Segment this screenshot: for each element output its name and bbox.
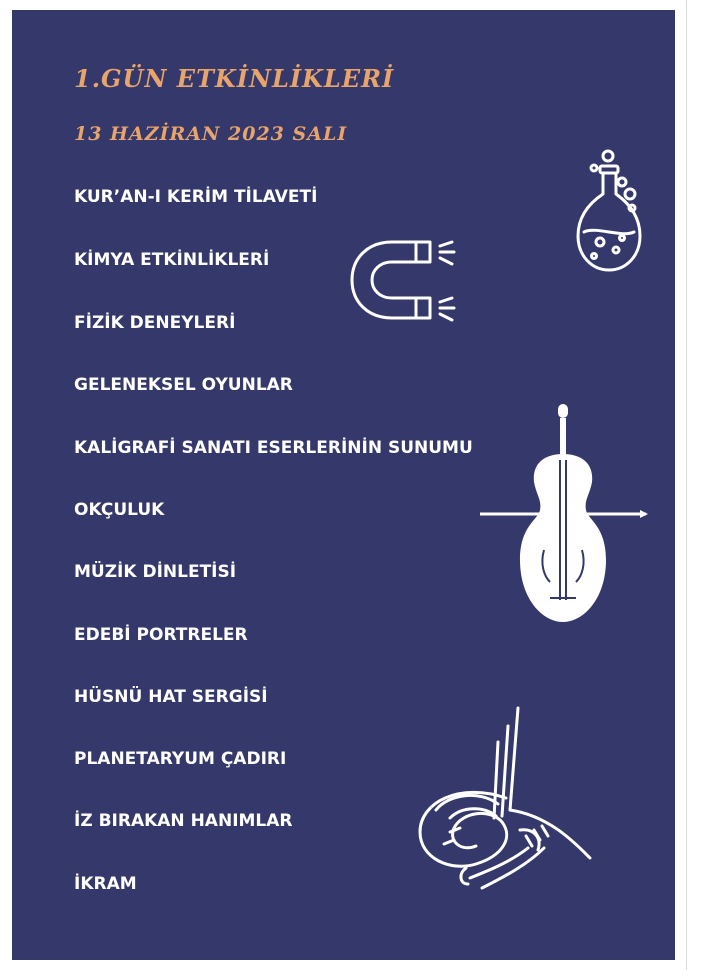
flask-icon bbox=[570, 146, 650, 276]
tughra-calligraphy-icon bbox=[410, 698, 610, 898]
list-item: HÜSNÜ HAT SERGİSİ bbox=[74, 687, 268, 707]
list-item: GELENEKSEL OYUNLAR bbox=[74, 375, 293, 395]
event-poster bbox=[12, 10, 675, 960]
list-item: MÜZİK DİNLETİSİ bbox=[74, 562, 237, 582]
list-item: İKRAM bbox=[74, 874, 137, 894]
list-item: EDEBİ PORTRELER bbox=[74, 625, 248, 645]
list-item: KALİGRAFİ SANATI ESERLERİNİN SUNUMU bbox=[74, 438, 473, 458]
list-item: FİZİK DENEYLERİ bbox=[74, 313, 236, 333]
list-item: KİMYA ETKİNLİKLERİ bbox=[74, 250, 270, 270]
violin-icon bbox=[480, 400, 650, 630]
poster-title: 1.GÜN ETKİNLİKLERİ bbox=[74, 64, 395, 93]
list-item: PLANETARYUM ÇADIRI bbox=[74, 749, 287, 769]
page-edge-line bbox=[686, 0, 687, 970]
magnet-icon bbox=[340, 228, 470, 328]
poster-date: 13 HAZİRAN 2023 SALI bbox=[74, 123, 348, 145]
list-item: İZ BIRAKAN HANIMLAR bbox=[74, 811, 293, 831]
list-item: KUR’AN-I KERİM TİLAVETİ bbox=[74, 187, 318, 207]
list-item: OKÇULUK bbox=[74, 500, 165, 520]
